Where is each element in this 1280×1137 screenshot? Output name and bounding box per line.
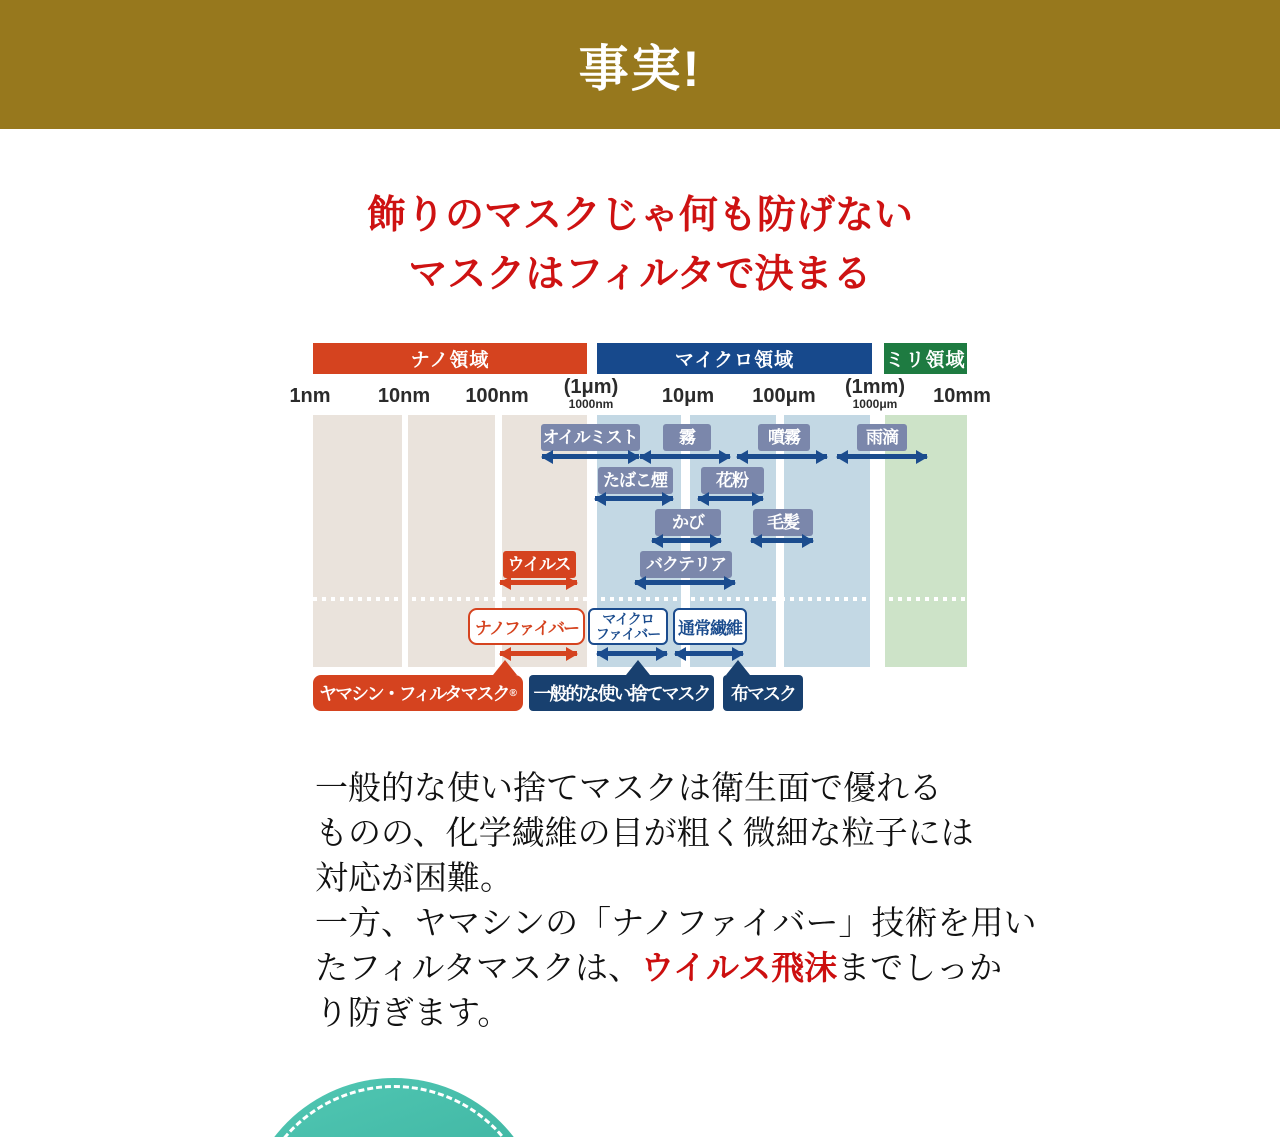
particle-label: 噴霧 [758, 424, 810, 451]
range-arrow [635, 580, 735, 585]
mask-pointer-triangle [626, 660, 650, 675]
particle-label: バクテリア [640, 551, 732, 578]
mask-label: 布マスク [723, 675, 803, 711]
scale-tick-label: 10nm [377, 385, 431, 407]
fact-banner-title: 事実! [578, 40, 702, 97]
particle-label: 毛髪 [753, 509, 813, 536]
particle-label: 雨滴 [857, 424, 907, 451]
range-arrow [698, 496, 763, 501]
particle-label: ウイルス [503, 551, 576, 578]
range-arrow [837, 454, 927, 459]
domain-bar: ミリ領域 [884, 343, 967, 374]
body-text [315, 765, 1037, 1035]
mask-label: 一般的な使い捨てマスク [529, 675, 714, 711]
dotted-threshold-line [313, 597, 967, 601]
range-arrow [640, 454, 730, 459]
range-arrow [595, 496, 673, 501]
mask-pointer-triangle [726, 660, 750, 675]
domain-bar: ナノ領域 [313, 343, 587, 374]
body-text-line: り防ぎます。 [315, 994, 511, 1031]
range-arrow [652, 538, 721, 543]
plot-column [313, 415, 402, 667]
highlighted-text: ウイルス飛沫 [641, 949, 838, 986]
body-text-line: 一般的な使い捨てマスクは衛生面で優れる [315, 769, 942, 806]
particle-label: かび [655, 509, 721, 536]
headline-line-1: 飾りのマスクじゃ何も防げない [366, 194, 913, 237]
particle-label: オイルミスト [541, 424, 640, 451]
body-text-line: 一方、ヤマシンの「ナノファイバー」技術を用い [315, 904, 1037, 941]
mask-label: ヤマシン・フィルタマスク ® [313, 675, 523, 711]
scale-tick-label: (1mm) 1000μm [844, 376, 906, 411]
mask-pointer-triangle [493, 660, 517, 675]
body-text-line: 対応が困難。 [315, 859, 513, 896]
range-arrow [737, 454, 827, 459]
particle-label: 花粉 [701, 467, 764, 494]
domain-bar: マイクロ領域 [597, 343, 872, 374]
range-arrow [500, 580, 577, 585]
scale-tick-label: 100nm [465, 385, 529, 407]
range-arrow [542, 454, 639, 459]
particle-size-chart [289, 335, 991, 720]
body-text-line: ものの、化学繊維の目が粗く微細な粒子には [315, 814, 974, 851]
scale-tick-label: (1μm) 1000nm [563, 376, 619, 411]
particle-label: たばこ煙 [598, 467, 673, 494]
scale-tick-label: 10mm [933, 385, 991, 407]
scale-tick-label: 1nm [289, 385, 331, 407]
body-text-line: たフィルタマスクは、ウイルス飛沫までしっか [315, 949, 1003, 986]
range-arrow [597, 651, 667, 656]
headline-line-2: マスクはフィルタで決まる [408, 253, 872, 296]
range-arrow [500, 651, 577, 656]
range-arrow [675, 651, 743, 656]
scale-tick-label: 10μm [661, 385, 715, 407]
teal-circle-decoration [243, 1078, 545, 1137]
particle-label: 霧 [663, 424, 711, 451]
fiber-box: ナノファイバー [468, 608, 585, 645]
headline [0, 186, 1280, 304]
scale-tick-label: 100μm [752, 385, 816, 407]
fiber-box: マイクロ ファイバー [588, 608, 668, 645]
fiber-box: 通常繊維 [673, 608, 747, 645]
fact-banner [0, 0, 1280, 129]
dashed-border-circle [250, 1085, 538, 1137]
range-arrow [751, 538, 813, 543]
